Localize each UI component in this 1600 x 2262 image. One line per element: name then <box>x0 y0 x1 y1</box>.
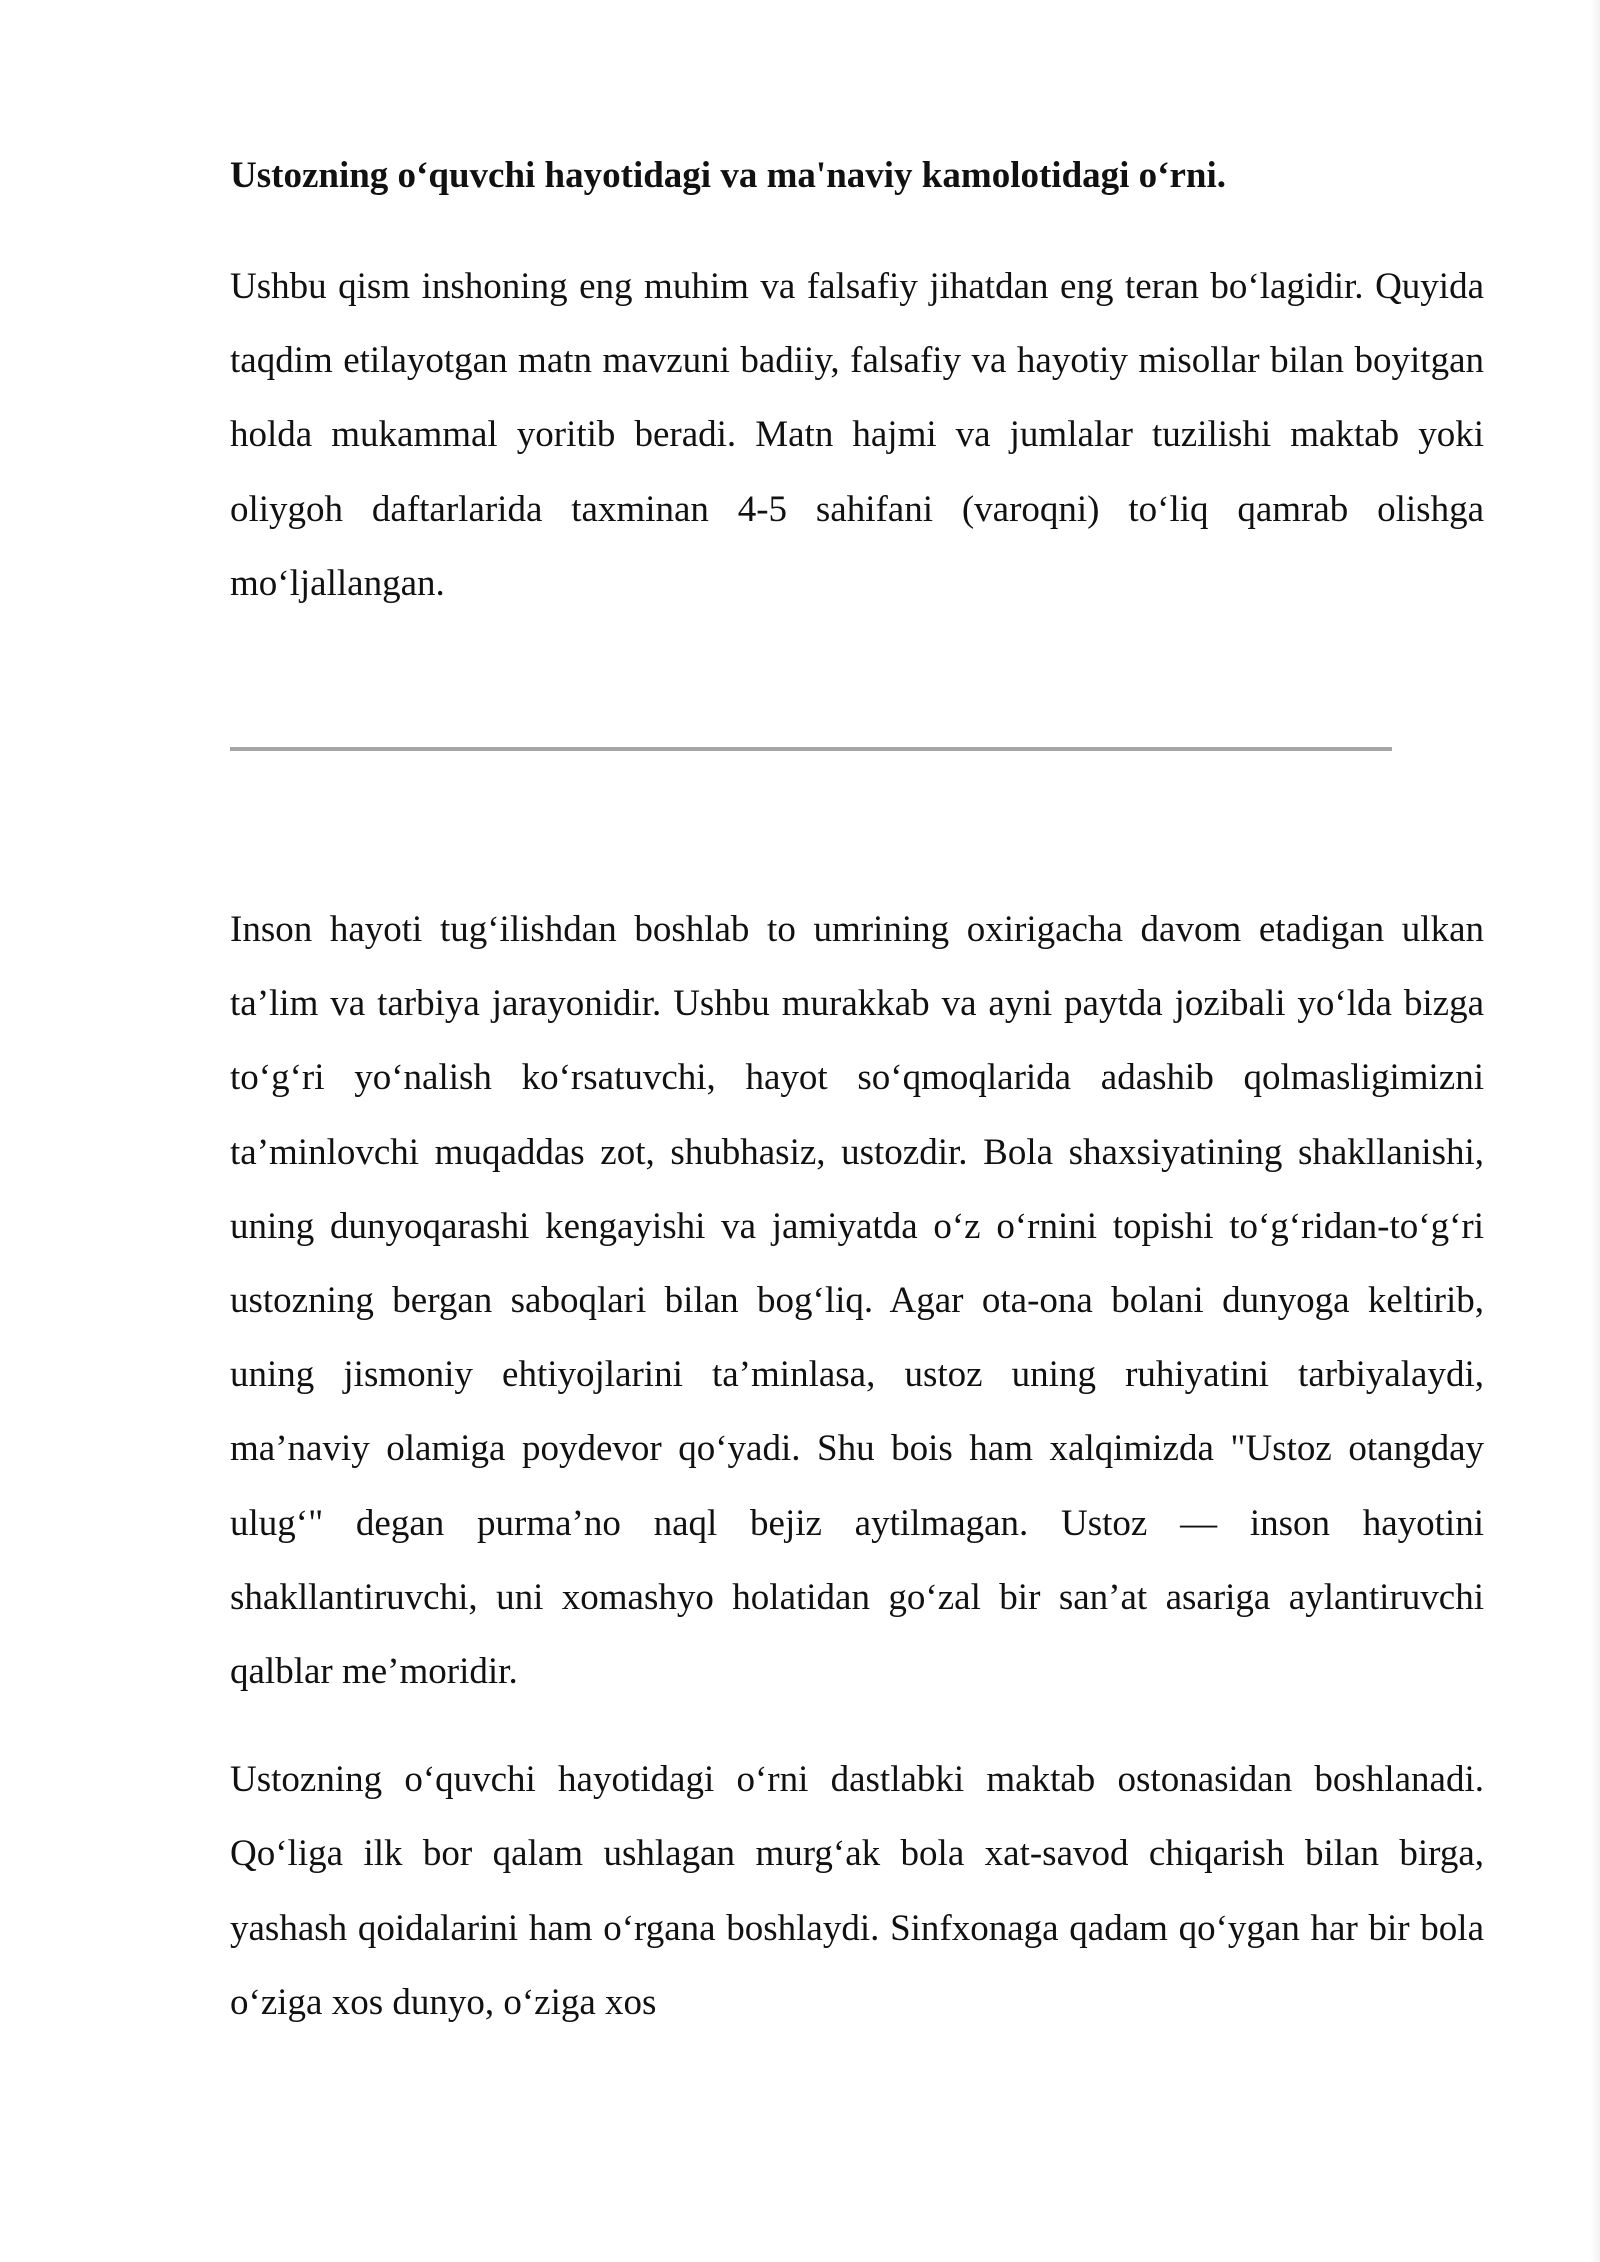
body-paragraph-2: Ustozning oʻquvchi hayotidagi oʻrni dastlabki maktab ostonasidan boshlanadi. Qoʻliga ilk bor qalam ushlagan murgʻak bola xat-savod chiqarish bilan birga, yashash qoidalarini ham oʻrgana boshlaydi. Sinfxonaga qadam qoʻygan har bir bola oʻziga xos dunyo, oʻziga xos <box>230 1759 1484 2023</box>
document-content <box>230 150 1484 2040</box>
document-title: Ustozning oʻquvchi hayotidagi va ma'naviy kamolotidagi oʻrni. <box>230 155 1227 196</box>
intro-paragraph: Ushbu qism inshoning eng muhim va falsafiy jihatdan eng teran boʻlagidir. Quyida taqdim etilayotgan matn mavzuni badiiy, falsafiy va hayotiy misollar bilan boyitgan holda mukammal yoritib beradi. Matn hajmi va jumlalar tuzilishi maktab yoki oliygoh daftarlarida taxminan 4-5 sahifani (varoqni) toʻliq qamrab olishga moʻljallangan. <box>230 266 1484 604</box>
body-paragraph-1: Inson hayoti tugʻilishdan boshlab to umrining oxirigacha davom etadigan ulkan taʼlim va tarbiya jarayonidir. Ushbu murakkab va ayni paytda jozibali yoʻlda bizga toʻgʻri yoʻnalish koʻrsatuvchi, hayot soʻqmoqlarida adashib qolmasligimizni taʼminlovchi muqaddas zot, shubhasiz, ustozdir. Bola shaxsiyatining shakllanishi, uning dunyoqarashi kengayishi va jamiyatda oʻz oʻrnini topishi toʻgʻridan-toʻgʻri ustozning bergan saboqlari bilan bogʻliq. Agar ota-ona bolani dunyoga keltirib, uning jismoniy ehtiyojlarini taʼminlasa, ustoz uning ruhiyatini tarbiyalaydi, maʼnaviy olamiga poydevor qoʻyadi. Shu bois ham xalqimizda "Ustoz otangday ulugʻ" degan purmaʼno naql bejiz aytilmagan. Ustoz — inson hayotini shakllantiruvchi, uni xomashyo holatidan goʻzal bir sanʼat asariga aylantiruvchi qalblar meʼmoridir. <box>230 909 1484 1693</box>
section-spacer <box>230 751 1484 893</box>
page-edge-shadow <box>1590 0 1600 2262</box>
